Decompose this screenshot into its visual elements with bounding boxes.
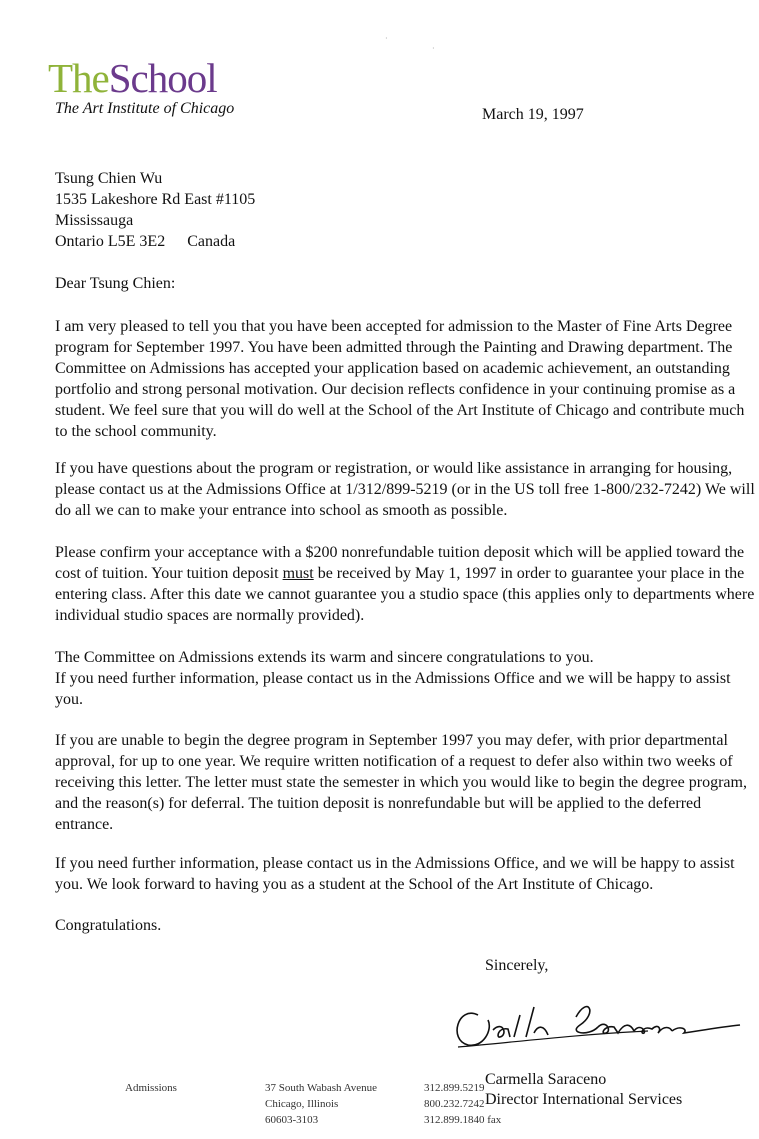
paragraph-deposit xyxy=(55,542,755,626)
paragraph-deferral: If you are unable to begin the degree program in September 1997 you may defer, with prior departmental approval, for up to one year. We require written notification of a request to defer also within two weeks of receiving this letter. The letter must state the semester in which you would like to begin the degree program, and the reason(s) for deferral. The tuition deposit is nonrefundable but will be applied to the deferred entrance. xyxy=(55,732,747,833)
recipient-region xyxy=(55,231,255,252)
school-logo xyxy=(48,56,217,100)
recipient-province-postal: Ontario L5E 3E2 xyxy=(55,233,166,250)
sign-off: Sincerely, xyxy=(485,957,549,974)
handwritten-signature xyxy=(448,985,748,1070)
signatory-title: Director International Services xyxy=(485,1091,683,1108)
footer-phones xyxy=(424,1080,501,1128)
scan-speck: · xyxy=(432,44,435,53)
paragraph-closing-info: If you need further information, please contact us in the Admissions Office, and we will be happy to assist you. We look forward to having you as a student at the School of the Art Institute of Chicago. xyxy=(55,855,735,893)
footer-address-line2: Chicago, Illinois xyxy=(265,1098,339,1110)
deposit-emphasis: must xyxy=(282,565,314,582)
recipient-city: Mississauga xyxy=(55,212,134,229)
footer-phone2: 800.232.7242 xyxy=(424,1098,485,1110)
salutation: Dear Tsung Chien: xyxy=(55,275,176,292)
footer-fax: 312.899.1840 fax xyxy=(424,1114,502,1126)
logo-subtitle: The Art Institute of Chicago xyxy=(55,100,235,117)
recipient-address xyxy=(55,168,255,252)
footer-address-line3: 60603-3103 xyxy=(265,1114,319,1126)
footer-address xyxy=(265,1080,377,1128)
footer-phone1: 312.899.5219 xyxy=(424,1082,485,1094)
paragraph-congratulations xyxy=(55,647,755,710)
deposit-text-b: be received by May 1, 1997 in order to guarantee your place in the entering class. After this date we cannot guarantee you a studio space (this applies only to departments where individual studio spaces are normally provided). xyxy=(55,565,755,624)
paragraph-acceptance: I am very pleased to tell you that you have been accepted for admission to the Master of Fine Arts Degree program for September 1997. You have been admitted through the Painting and Drawing department. The Committee on Admissions has accepted your application based on academic achievement, an outstanding portfolio and strong personal motivation. Our decision reflects confidence in your continuing promise as a student. We feel sure that you will do well at the School of the Art Institute of Chicago and contribute much to the school community. xyxy=(55,318,745,440)
signatory-name: Carmella Saraceno xyxy=(485,1071,607,1088)
scan-speck: · xyxy=(385,34,388,43)
congrats-line: The Committee on Admissions extends its warm and sincere congratulations to you. xyxy=(55,649,594,666)
closing-line: Congratulations. xyxy=(55,917,162,934)
deposit-text-a: Please confirm your acceptance with a $200 nonrefundable tuition deposit which will be applied toward the cost of tuition. Your tuition deposit xyxy=(55,544,745,582)
footer-address-line1: 37 South Wabash Avenue xyxy=(265,1082,378,1094)
paragraph-contact: If you have questions about the program or registration, or would like assistance in arranging for housing, please contact us at the Admissions Office at 1/312/899-5219 (or in the US toll free 1-800/232-7242) We will do all we can to make your entrance into school as smooth as possible. xyxy=(55,460,755,519)
logo-school: School xyxy=(108,55,217,101)
further-info-line: If you need further information, please contact us in the Admissions Office and we will be happy to assist you. xyxy=(55,670,731,708)
letter-date: March 19, 1997 xyxy=(482,106,584,123)
signature-graphic xyxy=(448,985,748,1065)
logo-the: The xyxy=(48,55,109,101)
recipient-country: Canada xyxy=(187,233,236,250)
signatory-block xyxy=(485,1070,682,1110)
footer-department: Admissions xyxy=(125,1082,177,1094)
recipient-street: 1535 Lakeshore Rd East #1105 xyxy=(55,191,256,208)
recipient-name: Tsung Chien Wu xyxy=(55,170,163,187)
